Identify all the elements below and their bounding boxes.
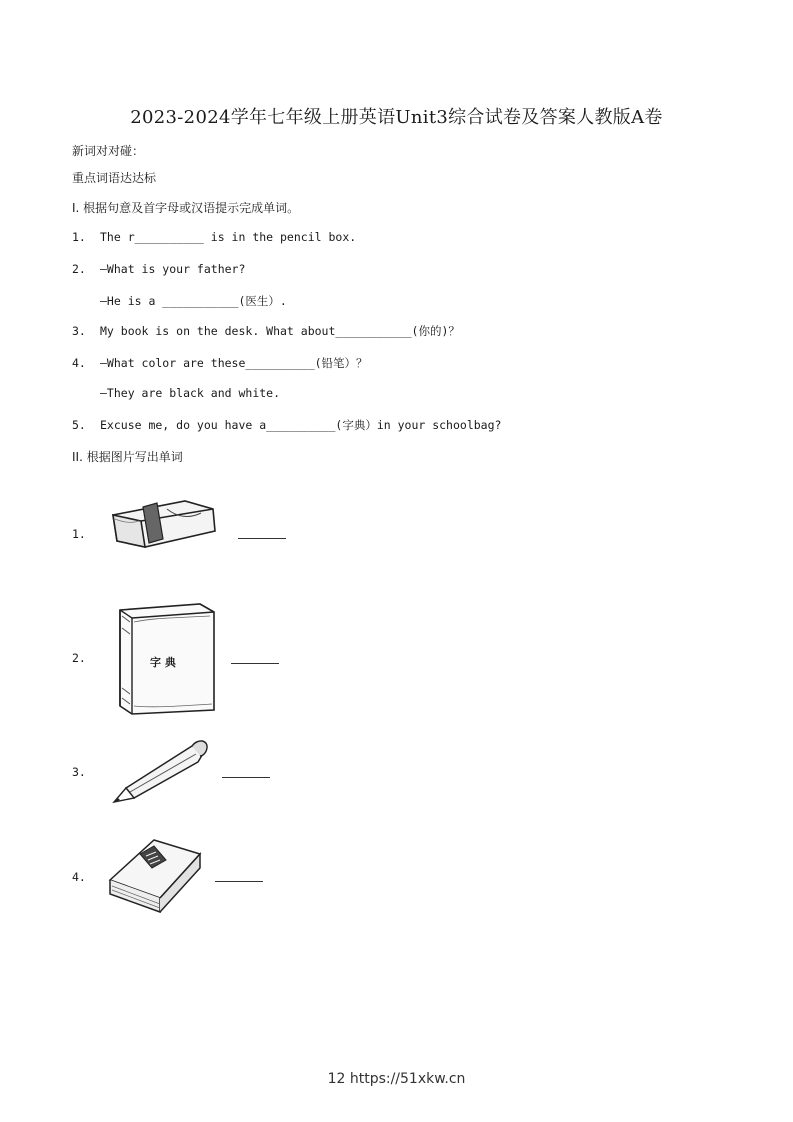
page-title: 2023-2024学年七年级上册英语Unit3综合试卷及答案人教版A卷 (130, 107, 663, 128)
question-number: 5. (72, 418, 86, 432)
picture-2-number: 2. (72, 651, 86, 665)
question-number: 2. (72, 262, 86, 276)
question-text: —What color are these__________(铅笔）？ (100, 356, 368, 370)
question-2-answer-line: —He is a ___________(医生）. (100, 294, 287, 308)
picture-4-number: 4. (72, 870, 86, 884)
answer-blank-4[interactable] (215, 881, 263, 882)
picture-3-number: 3. (72, 765, 86, 779)
intro-line-2: 重点词语达达标 (72, 171, 157, 185)
picture-1-number: 1. (72, 527, 86, 541)
answer-blank-2[interactable] (231, 663, 279, 664)
question-text: My book is on the desk. What about___________(你的)？ (100, 324, 460, 338)
dictionary-cover-text: 字 典 (150, 656, 176, 669)
question-2 (72, 262, 245, 276)
section-2-heading: II. 根据图片写出单词 (72, 450, 183, 464)
question-5 (72, 417, 501, 433)
question-number: 4. (72, 356, 86, 370)
question-text: Excuse me, do you have a__________(字典）in your schoolbag? (100, 418, 502, 432)
question-3 (72, 323, 460, 339)
section-1-heading: I. 根据句意及首字母或汉语提示完成单词。 (72, 201, 300, 215)
answer-blank-3[interactable] (222, 777, 270, 778)
notebook-icon (104, 834, 204, 914)
question-1 (72, 230, 356, 244)
pencil-icon (108, 736, 212, 808)
question-text: The r__________ is in the pencil box. (100, 230, 357, 244)
question-4 (72, 355, 368, 371)
page-footer: 12 https://51xkw.cn (327, 1071, 466, 1087)
intro-line-1: 新词对对碰： (72, 144, 145, 158)
question-number: 1. (72, 230, 86, 244)
question-text: —What is your father? (100, 262, 246, 276)
question-number: 3. (72, 324, 86, 338)
eraser-icon (105, 493, 220, 553)
answer-blank-1[interactable] (238, 538, 286, 539)
question-4-answer-line: —They are black and white. (100, 386, 281, 400)
